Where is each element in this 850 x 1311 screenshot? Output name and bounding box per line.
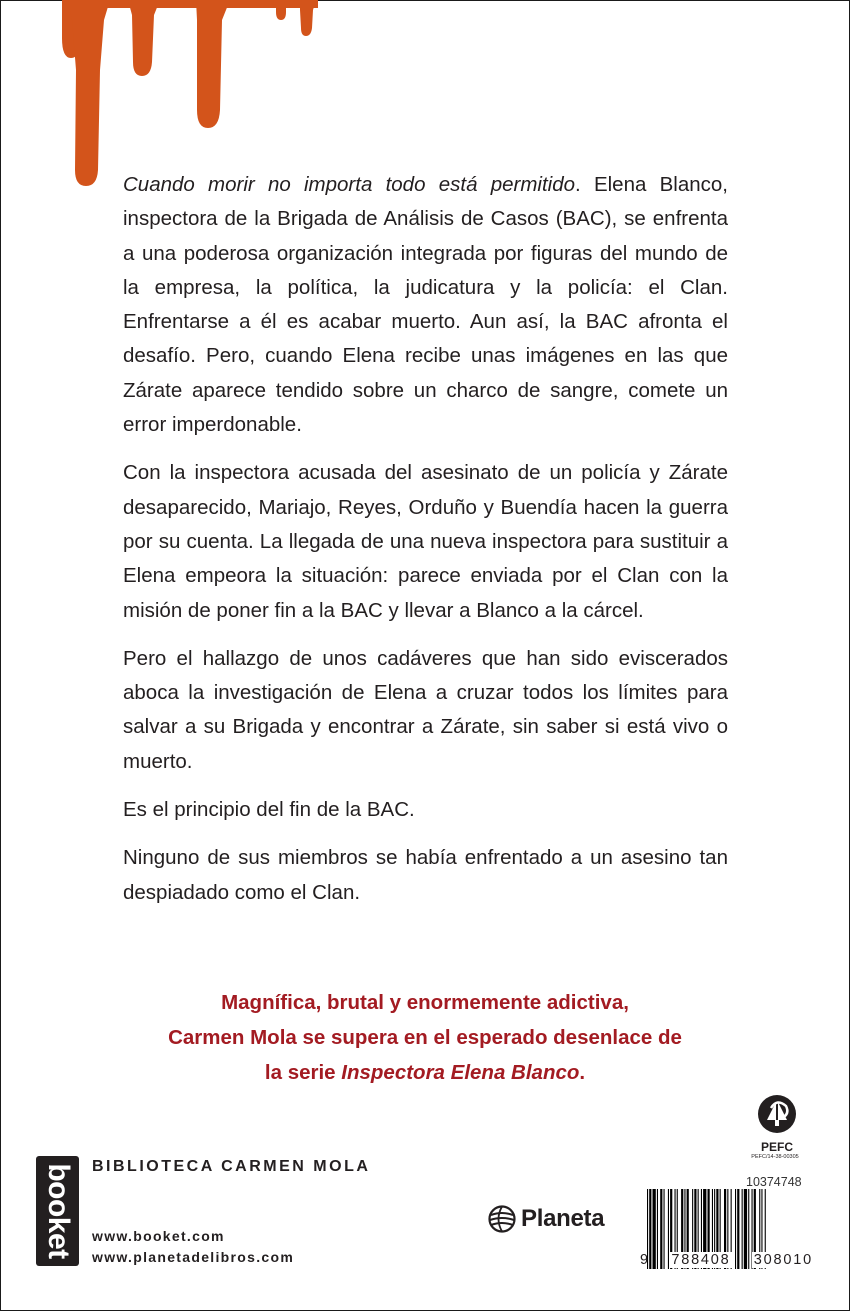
pefc-label: PEFC [760,1140,793,1154]
booket-logo-text: booket [41,1163,75,1259]
blurb-paragraph-5: Ninguno de sus miembros se había enfrentado a un asesino tan despiadado como el Clan. [123,846,728,904]
blurb-paragraph-1 [123,168,728,442]
drip-long [68,0,110,186]
isbn-group-1: 788408 [671,1252,731,1268]
tagline-line-1: Magnífica, brutal y enormemente adictiva, [221,991,629,1014]
drip-right-long [196,0,230,128]
planeta-globe-icon [488,1205,516,1233]
series-name-label: BIBLIOTECA CARMEN MOLA [92,1158,371,1175]
isbn-lead-digit: 9 [640,1252,649,1268]
isbn-number [640,1252,815,1268]
pefc-code: PEFC/14-38-00305 [751,1154,799,1160]
pefc-certification [752,1094,802,1160]
tagline-line-3-prefix: la serie [264,1061,342,1084]
drip-small [276,0,286,20]
planeta-logo [488,1205,604,1233]
blurb-paragraph-3: Pero el hallazgo de unos cadáveres que han sido eviscerados aboca la investigación de Elena a cruzar todos los límites para salvar a su Brigada y encontrar a Zárate, sin saber si está vivo o muerto. [123,646,728,773]
blurb-paragraph-1-text: . Elena Blanco, inspectora de la Brigada de Análisis de Casos (BAC), se enfrenta a una poderosa organización integrada por figuras del mundo de la empresa, la política, la judicatura y la policía: el Clan. Enfrentarse a él es acabar muerto. Aun así, la BAC afronta el desafío. Pero, cuando Elena recibe unas imágenes en las que Zárate aparece tendido sobre un charco de sangre, comete un error imperdonable. [123,173,728,437]
blurb-paragraph-4: Es el principio del fin de la BAC. [123,798,415,822]
drip-far-right [300,0,316,36]
product-code: 10374748 [746,1175,802,1189]
drip-medium [128,0,160,76]
tagline-line-3-suffix: . [579,1061,586,1084]
tagline-line-2: Carmen Mola se supera en el esperado desenlace de [168,1026,682,1049]
isbn-group-2: 308010 [753,1252,813,1268]
booket-logo [36,1156,79,1266]
blurb-italic-lead: Cuando morir no importa todo está permitido [123,173,576,196]
blurb-paragraph-2: Con la inspectora acusada del asesinato de un policía y Zárate desaparecido, Mariajo, Reyes, Orduño y Buendía hacen la guerra por su cuenta. La llegada de una nueva inspectora para sustituir a Elena empeora la situación: parece enviada por el Clan con la misión de poner fin a la BAC y llevar a Blanco a la cárcel. [123,461,728,622]
tagline-line-3 [90,1055,760,1090]
booket-website[interactable]: www.booket.com [92,1228,225,1244]
blood-drip-illustration [0,0,320,190]
series-name: Inspectora Elena Blanco [341,1061,580,1084]
back-cover-blurb [123,168,728,924]
review-tagline [90,985,760,1090]
planeta-website[interactable]: www.planetadelibros.com [92,1249,295,1265]
pefc-tree-icon [754,1094,800,1134]
planeta-name: Planeta [521,1205,605,1232]
